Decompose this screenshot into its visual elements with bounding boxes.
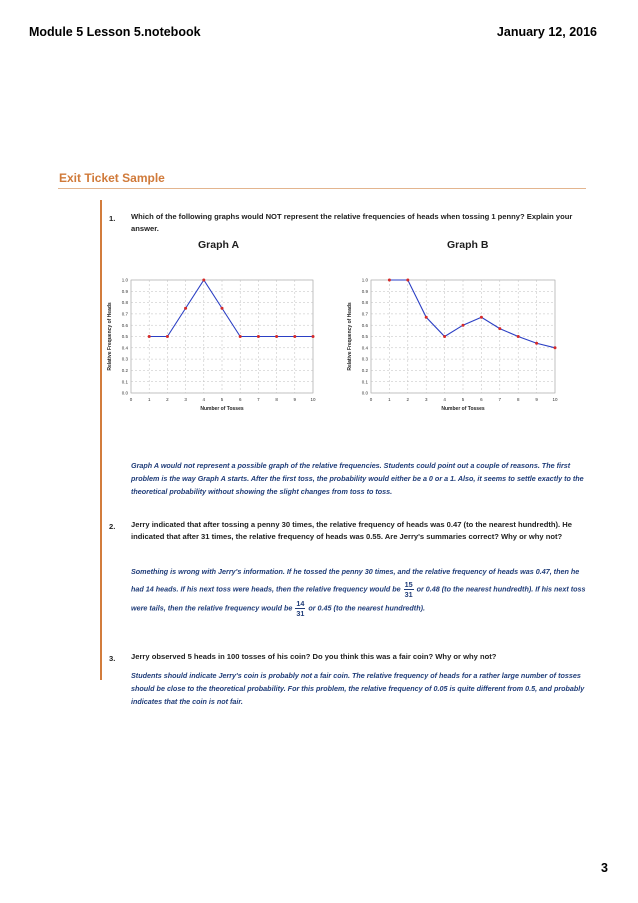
fraction-15-31 [404,580,414,599]
y-tick-label: 0.6 [361,322,368,328]
x-tick-label: 10 [310,397,316,402]
graph-b-chart [345,276,565,416]
data-point [498,327,501,330]
x-tick-label: 0 [369,397,373,402]
x-tick-label: 4 [202,397,206,402]
y-tick-label: 0.4 [361,345,368,351]
x-tick-label: 9 [293,397,297,402]
data-point [443,335,446,338]
x-tick-label: 3 [184,397,187,402]
question-1-answer: Graph A would not represent a possible graph of the relative frequencies. Students could point out a couple of reasons. The first problem is the way Graph A starts. After the first toss, the probability would either be a 0 or a 1. Also, it seems to settle exactly to the theoretical probability without showing the slight changes from toss to toss. [131,461,584,496]
fraction-1-numerator: 15 [404,580,413,589]
x-tick-label: 7 [257,397,260,402]
x-tick-label: 8 [275,397,278,402]
data-point [312,335,315,338]
x-tick-label: 5 [220,397,224,402]
notebook-date: January 12, 2016 [496,25,597,39]
data-point [275,335,278,338]
x-tick-label: 4 [443,397,446,402]
y-tick-label: 0.7 [361,311,368,317]
x-tick-label: 1 [388,397,391,402]
question-2-answer [131,564,591,618]
data-point [480,316,483,319]
question-1-text: Which of the following graphs would NOT represent the relative frequencies of heads when tossing 1 penny? Explain your answer. [131,212,573,233]
y-tick-label: 1.0 [361,277,368,283]
page-number: 3 [601,861,608,875]
y-tick-label: 0.0 [121,390,128,396]
data-point [202,279,205,282]
x-tick-label: 6 [480,397,483,402]
question-2-answer-part-c: or 0.45 (to the nearest hundredth). [308,603,425,613]
x-axis-label: Number of Tosses [441,406,485,412]
question-3-text: Jerry observed 5 heads in 100 tosses of his coin? Do you think this was a fair coin? Why or why not? [131,652,497,661]
data-point [517,335,520,338]
data-point [554,346,557,349]
graph-a-chart [105,276,323,416]
data-point [388,279,391,282]
data-point [221,307,224,310]
y-tick-label: 0.1 [361,379,368,385]
x-tick-label: 5 [461,397,465,402]
y-tick-label: 0.4 [121,345,128,351]
x-tick-label: 9 [535,397,538,402]
data-point [148,335,151,338]
x-tick-label: 2 [406,397,410,402]
x-tick-label: 7 [498,397,502,402]
fraction-1-denominator: 31 [404,590,413,599]
question-2-text: Jerry indicated that after tossing a penny 30 times, the relative frequency of heads was 0.47 (to the nearest hundredth). He indicated that after 31 times, the relative frequency of heads was 0.55. Are Jerry's summaries correct? Why or why not? [131,520,572,541]
question-2-number: 2. [109,522,116,531]
y-tick-label: 0.3 [121,356,128,362]
y-axis-label: Relative Frequency of Heads [107,302,113,371]
y-tick-label: 0.8 [121,300,128,306]
graph-b-title: Graph B [447,239,489,251]
x-axis-label: Number of Tosses [200,406,244,412]
y-tick-label: 0.8 [361,300,368,306]
data-point [535,342,538,345]
exit-ticket-sheet [58,168,592,706]
data-point [425,316,428,319]
data-point [293,335,296,338]
x-tick-label: 8 [516,397,520,402]
y-tick-label: 0.2 [361,368,368,373]
question-2-answer-part-b: or 0.48 (to the nearest hundredth). If his next toss were tails, then the relative frequency would be [131,584,586,613]
question-2-answer-part-a: Something is wrong with Jerry's information. If he tossed the penny 30 times, and the relative frequency of heads was 0.47, then he had 14 heads. If his next toss were heads, then the relative frequency would be [131,567,580,594]
data-point [184,307,187,310]
question-3-answer: Students should indicate Jerry's coin is probably not a fair coin. The relative frequency of heads for a rather large number of tosses should be close to the theoretical probability. For this problem, the relative frequency of 0.05 is quite different from 0.5, and probably indicates that the coin is not fair. [131,671,585,706]
data-point [462,324,465,327]
x-tick-label: 0 [129,397,133,402]
data-point [406,279,409,282]
y-tick-label: 0.2 [121,368,128,373]
y-tick-label: 0.1 [121,379,128,385]
question-1-number: 1. [109,214,116,223]
section-title: Exit Ticket Sample [59,171,165,185]
y-tick-label: 0.6 [121,322,128,328]
notebook-title: Module 5 Lesson 5.notebook [29,25,201,39]
x-tick-label: 2 [166,397,169,402]
y-tick-label: 0.0 [361,390,368,396]
y-tick-label: 1.0 [121,277,128,283]
x-tick-label: 10 [552,397,558,402]
margin-rule [100,200,102,680]
graph-a-title: Graph A [198,239,240,251]
y-tick-label: 0.9 [121,288,128,294]
y-axis-label: Relative Frequency of Heads [347,302,353,371]
fraction-2-numerator: 14 [296,599,305,608]
question-3-number: 3. [109,654,116,663]
data-point [257,335,260,338]
title-divider [58,188,586,189]
y-tick-label: 0.7 [121,311,128,317]
y-tick-label: 0.5 [121,334,128,340]
x-tick-label: 1 [147,397,151,402]
data-point [166,335,169,338]
x-tick-label: 3 [424,397,428,402]
fraction-14-31 [295,599,305,618]
x-tick-label: 6 [238,397,242,402]
y-tick-label: 0.9 [361,288,368,294]
data-point [239,335,242,338]
fraction-2-denominator: 31 [296,609,305,618]
y-tick-label: 0.3 [361,356,368,362]
y-tick-label: 0.5 [361,334,368,340]
